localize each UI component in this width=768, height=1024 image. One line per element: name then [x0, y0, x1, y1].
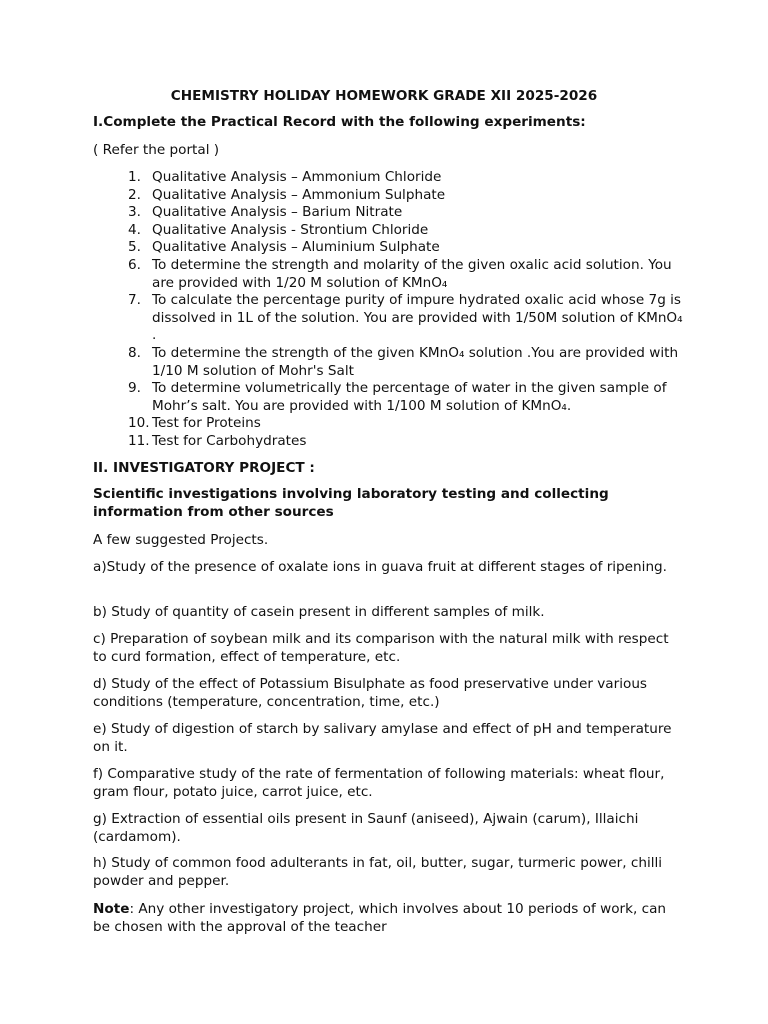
item-text: To calculate the percentage purity of impure hydrated oxalic acid whose 7g is dissolved in 1L of the solution. You are provided with 1/50M solution of KMnO₄ . — [152, 292, 683, 344]
project-item: f) Comparative study of the rate of fermentation of following materials: wheat flour, gram flour, potato juice, carrot juice, etc. — [93, 766, 665, 800]
projects-intro: A few suggested Projects. — [93, 532, 269, 548]
note-text: : Any other investigatory project, which involves about 10 periods of work, can be chosen with the approval of the teacher — [93, 901, 667, 935]
project-item: b) Study of quantity of casein present in different samples of milk. — [93, 604, 545, 620]
item-number: 3. — [128, 204, 141, 221]
list-item — [93, 187, 683, 205]
list-item — [93, 292, 683, 345]
list-item — [93, 380, 683, 415]
item-text: To determine the strength of the given KMnO₄ solution .You are provided with 1/10 M solution of Mohr's Salt — [152, 344, 679, 379]
project-item: e) Study of digestion of starch by salivary amylase and effect of pH and temperature on it. — [93, 721, 672, 755]
list-item — [93, 222, 683, 240]
project-item: c) Preparation of soybean milk and its comparison with the natural milk with respect to curd formation, effect of temperature, etc. — [93, 631, 669, 665]
item-text: Qualitative Analysis – Barium Nitrate — [152, 204, 403, 221]
item-text: Qualitative Analysis - Strontium Chloride — [152, 221, 429, 238]
note-label: Note — [93, 901, 130, 917]
item-number: 1. — [128, 169, 141, 185]
item-text: Test for Carbohydrates — [152, 432, 307, 449]
item-text: To determine volumetrically the percentage of water in the given sample of Mohr’s salt. You are provided with 1/100 M solution of KMnO₄. — [152, 380, 667, 414]
item-number: 11. — [128, 432, 150, 449]
section2-subheading: Scientific investigations involving laboratory testing and collecting information from other sources — [93, 486, 609, 520]
list-item — [93, 257, 683, 292]
section2-heading: II. INVESTIGATORY PROJECT : — [93, 460, 315, 476]
refer-note: ( Refer the portal ) — [93, 142, 220, 158]
note-paragraph — [93, 901, 683, 936]
item-number: 9. — [128, 380, 141, 397]
project-item: d) Study of the effect of Potassium Bisulphate as food preservative under various conditions (temperature, concentration, time, etc.) — [93, 676, 648, 710]
page-title: CHEMISTRY HOLIDAY HOMEWORK GRADE XII 2025-2026 — [170, 88, 598, 104]
item-number: 6. — [128, 256, 141, 273]
section1-heading: I.Complete the Practical Record with the following experiments: — [93, 114, 586, 130]
list-item — [93, 169, 683, 187]
list-item — [93, 433, 683, 451]
list-item — [93, 345, 683, 380]
project-item: h) Study of common food adulterants in fat, oil, butter, sugar, turmeric power, chilli powder and pepper. — [93, 855, 663, 889]
item-number: 5. — [128, 239, 141, 256]
item-text: Test for Proteins — [152, 415, 261, 432]
item-text: Qualitative Analysis – Ammonium Sulphate — [152, 186, 446, 203]
list-item — [93, 415, 683, 433]
project-item: a)Study of the presence of oxalate ions in guava fruit at different stages of ripening. — [93, 559, 668, 575]
item-number: 2. — [128, 186, 141, 203]
item-number: 7. — [128, 292, 141, 309]
list-item — [93, 204, 683, 222]
item-text: Qualitative Analysis – Ammonium Chloride — [152, 169, 442, 185]
item-number: 4. — [128, 221, 141, 238]
experiment-list — [93, 169, 683, 451]
item-text: Qualitative Analysis – Aluminium Sulphate — [152, 239, 440, 256]
list-item — [93, 239, 683, 257]
item-number: 8. — [128, 344, 141, 361]
project-item: g) Extraction of essential oils present in Saunf (aniseed), Ajwain (carum), Illaichi (cardamom). — [93, 811, 639, 845]
item-text: To determine the strength and molarity of the given oxalic acid solution. You are provided with 1/20 M solution of KMnO₄ — [152, 256, 672, 291]
item-number: 10. — [128, 415, 150, 432]
